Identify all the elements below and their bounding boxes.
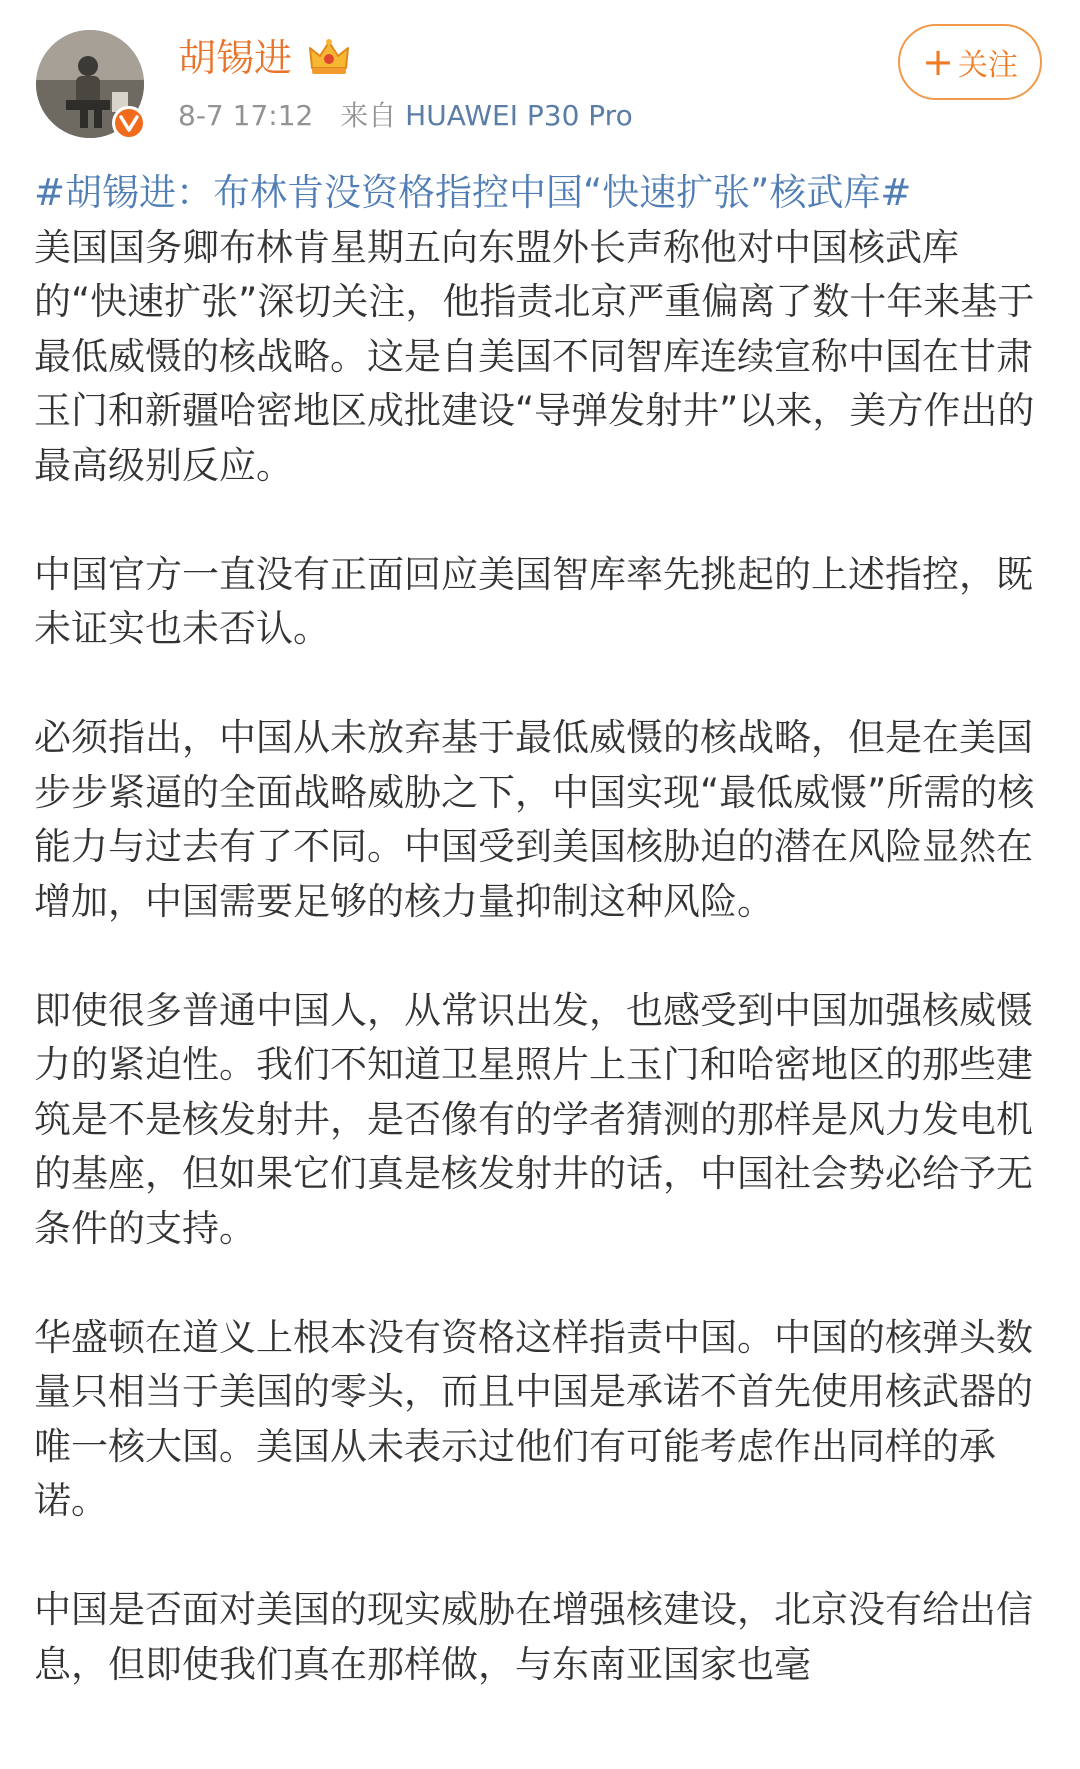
follow-button[interactable]: [898, 24, 1042, 100]
post-paragraph: 必须指出，中国从未放弃基于最低威慑的核战略，但是在美国步步紧逼的全面战略威胁之下，中国实现“最低威慑”所需的核能力与过去有了不同。中国受到美国核胁迫的潜在风险显然在增加，中国需要足够的核力量抑制这种风险。: [34, 716, 1035, 923]
post-meta: [178, 96, 633, 136]
plus-icon: +: [922, 40, 954, 84]
post-body: [34, 166, 1048, 1747]
hashtag-topic-link[interactable]: #胡锡进：布林肯没资格指控中国“快速扩张”核武库#: [34, 171, 912, 214]
avatar[interactable]: [36, 30, 144, 138]
post-timestamp: 8-7 17:12: [178, 99, 314, 132]
follow-label: 关注: [957, 48, 1018, 83]
post-paragraph: 华盛顿在道义上根本没有资格这样指责中国。中国的核弹头数量只相当于美国的零头，而且中国是承诺不首先使用核武器的唯一核大国。美国从未表示过他们有可能考虑作出同样的承诺。: [34, 1315, 1033, 1522]
post-paragraph: [34, 166, 1048, 493]
post-paragraph: 即使很多普通中国人，从常识出发，也感受到中国加强核威慑力的紧迫性。我们不知道卫星照片上玉门和哈密地区的那些建筑是不是核发射井，是否像有的学者猜测的那样是风力发电机的基座，但如果它们真是核发射井的话，中国社会势必给予无条件的支持。: [34, 988, 1033, 1250]
user-name[interactable]: 胡锡进: [178, 36, 293, 80]
post-text: 美国国务卿布林肯星期五向东盟外长声称他对中国核武库的“快速扩张”深切关注，他指责北京严重偏离了数十年来基于最低威慑的核战略。这是自美国不同智库连续宣称中国在甘肃玉门和新疆哈密地区成批建设“导弹发射井”以来，美方作出的最高级别反应。: [34, 225, 1035, 487]
post-paragraph: 中国是否面对美国的现实威胁在增强核建设，北京没有给出信息，但即使我们真在那样做，与东南亚国家也毫: [34, 1588, 1033, 1686]
source-prefix: 来自: [340, 99, 397, 132]
verified-v-icon: [112, 106, 146, 140]
source-device[interactable]: HUAWEI P30 Pro: [405, 99, 633, 132]
crown-icon: [308, 38, 350, 78]
post-header: [0, 0, 1080, 160]
post-paragraph: 中国官方一直没有正面回应美国智库率先挑起的上述指控，既未证实也未否认。: [34, 552, 1033, 650]
